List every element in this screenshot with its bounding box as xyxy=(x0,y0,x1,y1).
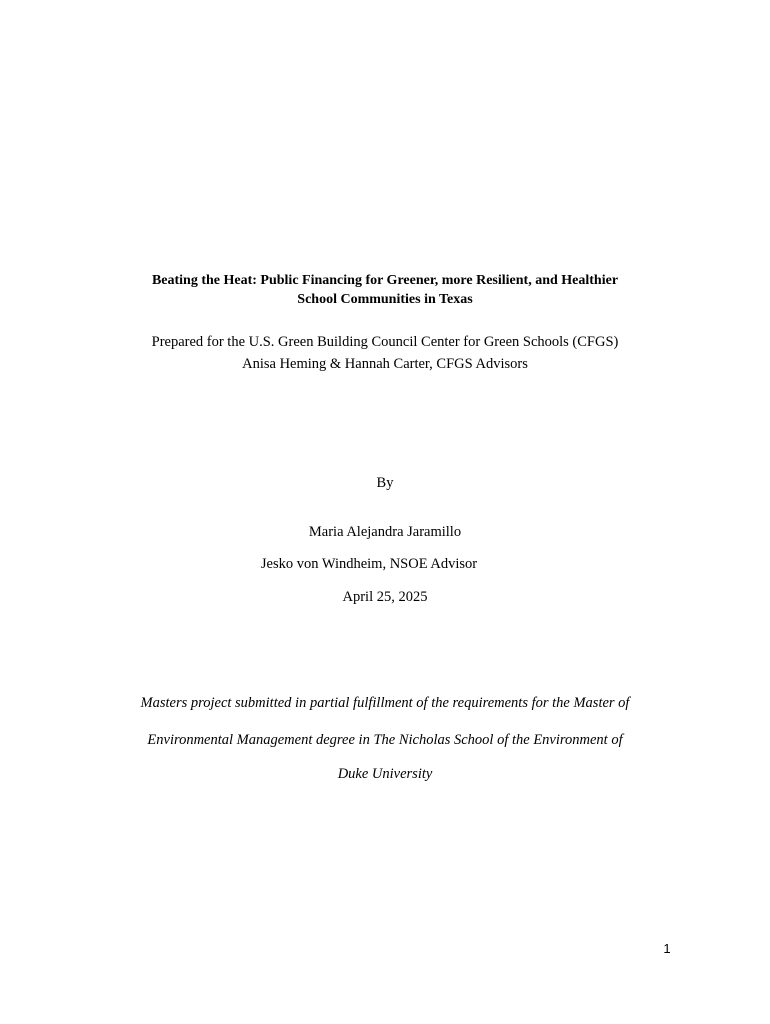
prepared-for-line: Prepared for the U.S. Green Building Council Center for Green Schools (CFGS) xyxy=(151,334,619,350)
title-line-2: School Communities in Texas xyxy=(297,292,473,307)
title-line-1: Beating the Heat: Public Financing for Greener, more Resilient, and Healthier xyxy=(151,273,619,288)
by-label: By xyxy=(376,475,394,491)
submission-date: April 25, 2025 xyxy=(342,589,428,605)
page-number: 1 xyxy=(663,941,671,956)
author-name: Maria Alejandra Jaramillo xyxy=(308,524,462,540)
submission-statement-line-1: Masters project submitted in partial fulfillment of the requirements for the Master of xyxy=(140,695,630,711)
client-advisors-line: Anisa Heming & Hannah Carter, CFGS Advisors xyxy=(242,356,528,372)
submission-statement-line-2: Environmental Management degree in The Nicholas School of the Environment of xyxy=(147,732,623,748)
submission-statement-line-3: Duke University xyxy=(337,766,433,782)
faculty-advisor: Jesko von Windheim, NSOE Advisor xyxy=(260,556,478,572)
